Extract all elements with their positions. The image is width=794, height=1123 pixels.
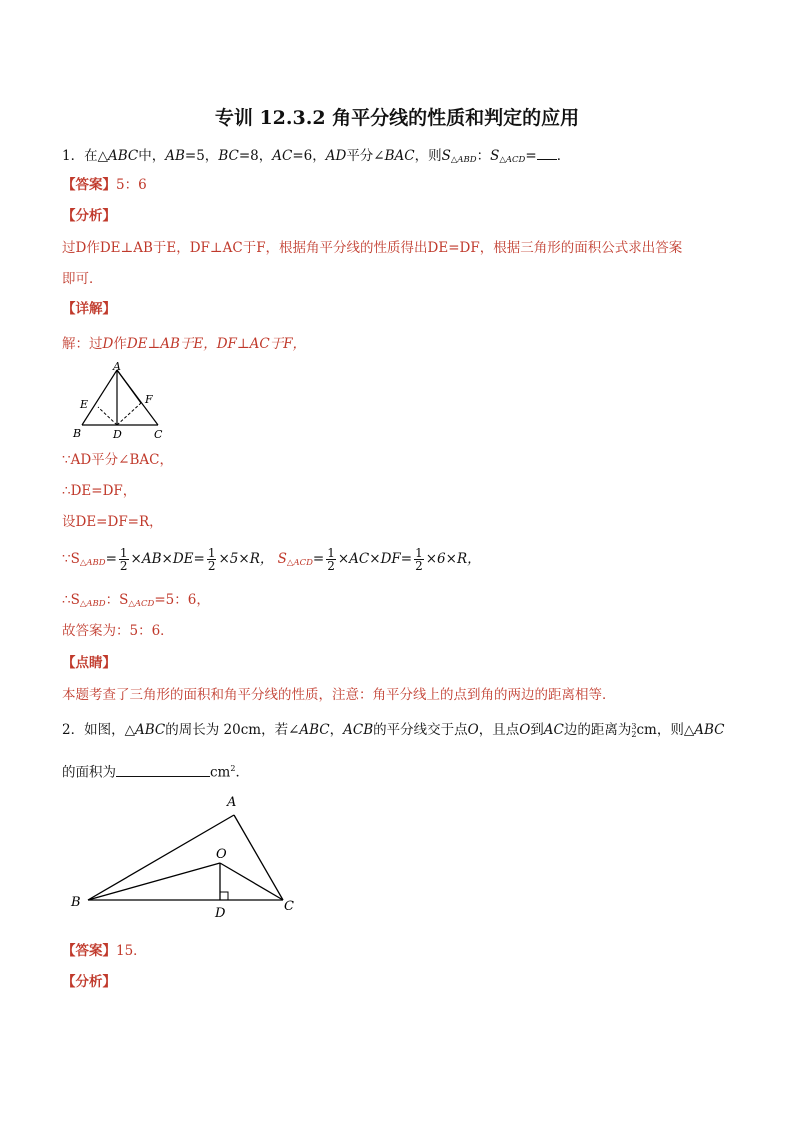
answer-2: 【答案】15． [62,943,147,959]
question-1: 1．在△ABC中，AB=5，BC=8，AC=6，AD平分∠BAC，则$S_{\triangle ABD}$：$S_{\triangle ACD}=$ ． [62,148,571,165]
page-title: 专训 12.3.2 角平分线的性质和判定的应用 [214,107,580,129]
triangle-figure-1 [62,360,182,445]
fraction-three-halves: 3 2 [631,721,637,739]
triangle-figure-2 [62,790,312,925]
comment-text: 本题考查了三角形的面积和角平分线的性质，注意：角平分线上的点到角的两边的距离相等． [62,687,616,703]
answer-1: 【答案】5：6 [62,177,147,193]
detail-line-7: 故答案为：5：6． [62,623,174,639]
analysis-label-2: 【分析】 [62,974,116,990]
detail-line-6: $\therefore S_{\triangle ABD}$：$S_{\triangle ACD}=5$：6， [62,592,210,609]
fig2-label-b: B [71,895,81,910]
analysis-1-line-2: 即可． [62,271,103,287]
fig1-label-d: D [113,428,122,441]
detail-label: 【详解】 [62,301,116,317]
fig1-label-e: E [80,398,89,411]
fraction-half: $\frac{1}{2}$ [415,546,423,573]
fraction-half: $\frac{1}{2}$ [119,546,128,573]
fig2-label-d: D [215,906,226,921]
analysis-1-line-1: 过D作DE⊥AB于E，DF⊥AC于F，根据角平分线的性质得出DE=DF，根据三角形的面积公式求出答案 [62,240,683,256]
answer-label-2: 【答案】 [62,943,116,959]
answer-label: 【答案】 [62,177,116,193]
fig2-label-c: C [284,899,294,914]
detail-line-3: ∴DE=DF， [62,483,137,499]
answer-blank-2 [116,763,210,777]
fig2-label-o: O [216,847,227,862]
fraction-half: $\frac{1}{2}$ [207,546,216,573]
fig2-label-a: A [227,795,237,810]
analysis-label-1: 【分析】 [62,208,116,224]
fig1-label-c: C [154,428,163,441]
fig1-label-f: F [145,393,153,406]
fraction-half: $\frac{1}{2}$ [327,546,335,573]
detail-line-5: $\because S_{\triangle ABD}=$ $\frac{1}{2}$ ×AB×DE= $\frac{1}{2}$ ×5×R， $S_{\triangle ACD}=$ $\frac{1}{2}$ ×AC×DF= $\frac{1}{2}$ ×6×R， [62,546,481,573]
question-2-line-2: 的面积为 $cm^2$． [62,764,249,781]
comment-label: 【点睛】 [62,655,116,671]
detail-line-1: 解：过D作DE⊥AB于E，DF⊥AC于F， [62,336,307,352]
fig1-label-a: A [113,360,121,373]
question-2-line-1: 2．如图，△ABC的周长为 20cm，若∠ABC，ACB的平分线交于点O，且点O到AC边的距离为 3 2 cm，则△ABC [62,721,725,739]
answer-blank [537,146,557,160]
detail-line-2: ∵AD平分∠BAC， [62,452,173,468]
detail-line-4: 设DE=DF=R， [62,514,163,530]
fig1-label-b: B [73,427,82,440]
